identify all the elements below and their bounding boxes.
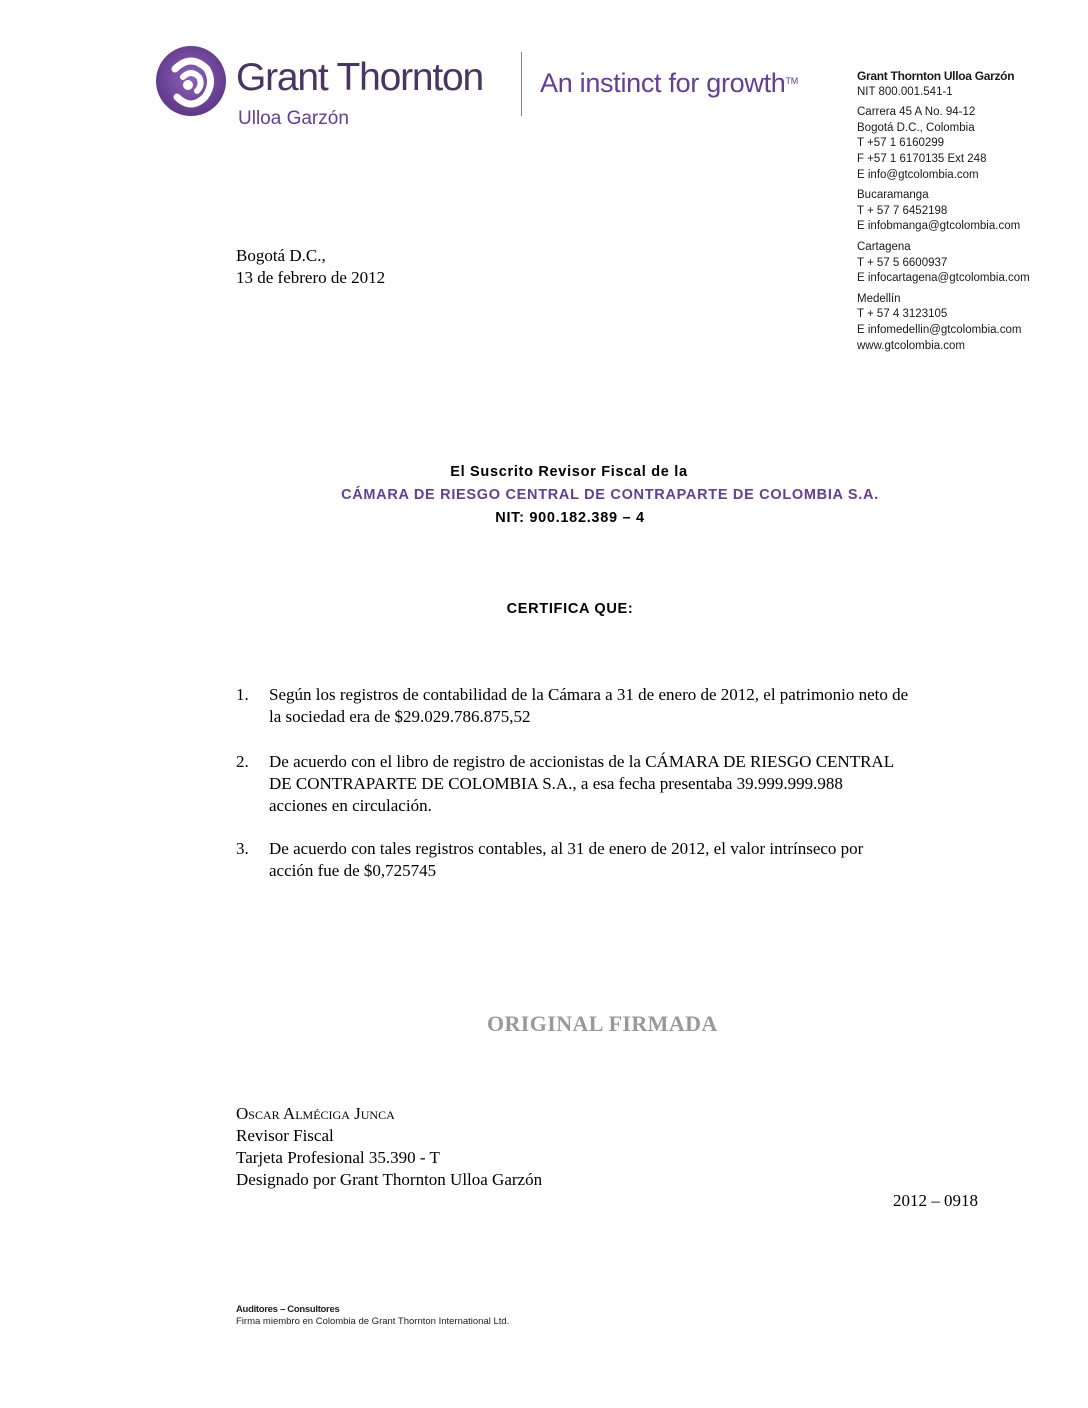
office-phone: T + 57 5 6600937 <box>857 256 948 269</box>
signer-block <box>236 1103 542 1191</box>
contact-company: Grant Thornton Ulloa Garzón <box>857 69 1015 83</box>
contact-nit: NIT 800.001.541-1 <box>857 85 953 98</box>
contact-phone: T +57 1 6160299 <box>857 137 945 150</box>
item-line: acción fue de $0,725745 <box>269 861 437 880</box>
signer-designated: Designado por Grant Thornton Ulloa Garzón <box>236 1170 543 1189</box>
brand-subname: Ulloa Garzón <box>238 108 349 129</box>
heading-nit: NIT: 900.182.389 – 4 <box>495 510 645 526</box>
heading-line-1: El Suscrito Revisor Fiscal de la <box>450 464 688 480</box>
certifies-heading: CERTIFICA QUE: <box>506 601 634 617</box>
footer <box>236 1304 509 1328</box>
signer-card: Tarjeta Profesional 35.390 - T <box>236 1148 440 1167</box>
office-email: E infobmanga@gtcolombia.com <box>857 220 1021 233</box>
list-item <box>236 684 996 728</box>
item-number: 3. <box>236 839 249 858</box>
date-value: 13 de febrero de 2012 <box>236 268 386 287</box>
brand-tagline <box>540 66 798 100</box>
item-number: 1. <box>236 685 249 704</box>
brand-divider <box>521 52 522 116</box>
contact-address-2: Bogotá D.C., Colombia <box>857 121 975 134</box>
date-place: Bogotá D.C., <box>236 246 326 265</box>
original-signed-stamp: ORIGINAL FIRMADA <box>487 1011 718 1036</box>
item-line: la sociedad era de $29.029.786.875,52 <box>269 707 531 726</box>
signer-name: Oscar Alméciga Junca <box>236 1104 395 1123</box>
office-city: Medellín <box>857 292 901 305</box>
office-email: E infocartagena@gtcolombia.com <box>857 272 1030 285</box>
item-line: acciones en circulación. <box>269 796 432 815</box>
item-number: 2. <box>236 752 249 771</box>
signer-title: Revisor Fiscal <box>236 1126 334 1145</box>
footer-line-1: Auditores – Consultores <box>236 1304 340 1315</box>
item-line: Según los registros de contabilidad de la Cámara a 31 de enero de 2012, el patrimonio neto de <box>269 685 909 704</box>
item-line: DE CONTRAPARTE DE COLOMBIA S.A., a esa fecha presentaba 39.999.999.988 <box>269 774 843 793</box>
contact-website: www.gtcolombia.com <box>857 339 966 352</box>
list-item <box>236 751 996 817</box>
contact-email: E info@gtcolombia.com <box>857 168 979 181</box>
trademark-mark: TM <box>785 76 798 86</box>
office-city: Cartagena <box>857 240 911 253</box>
item-line: De acuerdo con el libro de registro de accionistas de la CÁMARA DE RIESGO CENTRAL <box>269 752 895 771</box>
office-phone: T + 57 7 6452198 <box>857 204 948 217</box>
item-line: De acuerdo con tales registros contables, al 31 de enero de 2012, el valor intrínseco por <box>269 839 864 858</box>
brand-name: Grant Thornton <box>236 56 483 99</box>
contact-address-1: Carrera 45 A No. 94-12 <box>857 106 976 119</box>
footer-line-2: Firma miembro en Colombia de Grant Thornton International Ltd. <box>236 1316 510 1327</box>
tagline-text: An instinct for growth <box>540 68 786 98</box>
reference-code: 2012 – 0918 <box>893 1191 978 1210</box>
office-phone: T + 57 4 3123105 <box>857 308 948 321</box>
contact-fax: F +57 1 6170135 Ext 248 <box>857 152 987 165</box>
office-city: Bucaramanga <box>857 189 929 202</box>
list-item <box>236 838 996 882</box>
contact-block <box>857 69 1077 354</box>
grant-thornton-logo-icon <box>155 45 227 117</box>
office-email: E infomedellin@gtcolombia.com <box>857 323 1022 336</box>
date-block <box>236 245 385 289</box>
heading-company: CÁMARA DE RIESGO CENTRAL DE CONTRAPARTE DE COLOMBIA S.A. <box>341 487 879 503</box>
